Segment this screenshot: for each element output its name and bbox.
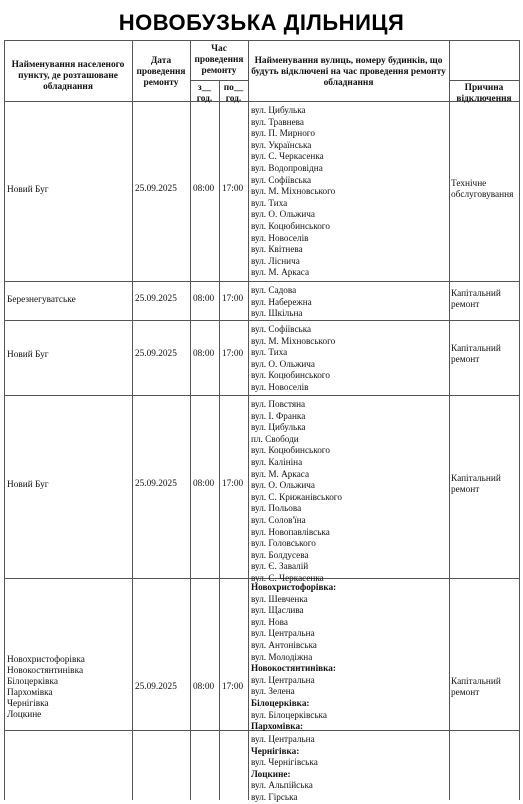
settlement-name: Чернігівка: [7, 699, 49, 709]
time-from-cell: 08:00: [193, 349, 215, 359]
street-item: вул. Коцюбинського: [251, 445, 330, 456]
settlement-cell: [7, 185, 49, 196]
street-item: вул. Садова: [251, 285, 297, 295]
column-divider: [449, 40, 450, 800]
settlement-name: Новий Буг: [7, 479, 49, 490]
street-item: вул. Цибулька: [251, 105, 306, 115]
village-heading: Білоцерківка:: [251, 697, 310, 708]
street-item: вул. Солов'їна: [251, 514, 306, 525]
header-to: по__ год.: [223, 83, 244, 104]
street-item: вул. С. Крижанівського: [251, 491, 342, 502]
date-cell: 25.09.2025: [135, 184, 177, 194]
time-from-cell: 08:00: [193, 294, 215, 304]
street-item: вул. Коцюбинського: [251, 220, 330, 231]
time-to-cell: 17:00: [222, 294, 244, 304]
settlement-name: Березнегуватське: [7, 294, 76, 305]
time-to-cell: 17:00: [222, 479, 244, 489]
settlement-name: Лоцкине: [7, 710, 42, 720]
village-heading: Пархомівка:: [251, 721, 304, 732]
settlement-cell: [7, 480, 49, 491]
time-to-cell: 17:00: [222, 349, 244, 359]
settlement-cell: [7, 295, 76, 306]
row-divider: [4, 395, 519, 396]
street-item: вул. Калініна: [251, 456, 303, 467]
column-divider: [219, 80, 220, 800]
settlement-name: Новий Буг: [7, 349, 49, 360]
street-item: вул. М. Аркаса: [251, 267, 310, 278]
header-time: Час проведення ремонту: [194, 44, 244, 76]
street-item: вул. Тиха: [251, 347, 288, 358]
street-item: вул. Болдусева: [251, 549, 309, 560]
column-divider: [519, 40, 520, 800]
reason-header-divider: [449, 80, 519, 81]
reason-cell: Капітальний ремонт: [451, 344, 501, 365]
street-item: вул. Головського: [251, 538, 316, 549]
street-item: вул. Гірська: [251, 791, 298, 802]
street-item: вул. Зелена: [251, 686, 295, 697]
settlement-name: Новокостянтинівка: [7, 666, 84, 676]
header-date: Дата проведення ремонту: [136, 56, 186, 88]
street-item: вул. Білоцерківська: [251, 709, 327, 720]
street-list: [251, 105, 335, 279]
time-to-cell: 17:00: [222, 682, 244, 692]
street-item: вул. Травнева: [251, 116, 304, 127]
street-item: вул. М. Міхновського: [251, 186, 336, 197]
street-list: [251, 324, 335, 394]
street-item: вул. О. Ольжича: [251, 209, 315, 220]
street-item: вул. Коцюбинського: [251, 370, 330, 381]
street-item: вул. Набережна: [251, 296, 312, 307]
settlement-name: Білоцерківка: [7, 677, 58, 687]
street-item: вул. Шевченка: [251, 593, 308, 604]
page-title: НОВОБУЗЬКА ДІЛЬНИЦЯ: [118, 10, 405, 35]
row-divider: [4, 101, 519, 102]
header-from: з__ год.: [196, 83, 213, 104]
street-item: вул. П. Мирного: [251, 128, 315, 139]
street-item: вул. С. Черкасенка: [251, 572, 324, 583]
street-list: [251, 734, 318, 804]
village-heading: Лоцкине:: [251, 768, 291, 779]
street-item: вул. М. Аркаса: [251, 468, 310, 479]
street-item: вул. Альпійська: [251, 780, 313, 791]
street-item: вул. Польова: [251, 503, 302, 514]
date-cell: 25.09.2025: [135, 682, 177, 692]
street-item: вул. Цибулька: [251, 422, 306, 433]
row-divider: [4, 281, 519, 282]
street-item: вул. Нова: [251, 616, 288, 627]
settlement-name: Новохристофорівка: [7, 655, 85, 665]
settlement-cell: [7, 655, 85, 721]
street-item: вул. Софіївська: [251, 324, 312, 334]
column-divider: [4, 40, 5, 800]
street-item: вул. Щаслива: [251, 605, 304, 616]
village-heading: Новохристофорівка:: [251, 582, 337, 592]
street-item: вул. Новоселів: [251, 232, 309, 243]
column-divider: [248, 40, 249, 800]
street-list: [251, 399, 342, 585]
street-item: вул. Квітнева: [251, 244, 303, 255]
date-cell: 25.09.2025: [135, 294, 177, 304]
street-item: вул. Молодіжна: [251, 651, 313, 662]
street-item: вул. Тиха: [251, 197, 288, 208]
street-item: вул. Українська: [251, 139, 312, 150]
street-item: вул. Новопавлівська: [251, 526, 330, 537]
header-reason: Причина відключення: [456, 83, 512, 104]
street-item: вул. М. Міхновського: [251, 335, 336, 346]
street-item: вул. Є. Завалій: [251, 561, 309, 572]
reason-cell: Капітальний ремонт: [451, 677, 501, 698]
table-top-border: [4, 40, 519, 41]
row-divider: [4, 320, 519, 321]
street-item: вул. Чернігівська: [251, 757, 318, 768]
village-heading: Чернігівка:: [251, 745, 300, 756]
reason-cell: Технічне обслуговування: [451, 179, 514, 200]
street-item: вул. С. Черкасенка: [251, 151, 324, 162]
street-item: вул. Новоселів: [251, 381, 309, 392]
street-item: пл. Свободи: [251, 433, 299, 444]
street-list: [251, 285, 312, 320]
time-from-cell: 08:00: [193, 184, 215, 194]
street-item: вул. Повстяна: [251, 399, 306, 409]
village-heading: Новокостянтинівка:: [251, 663, 336, 674]
header-streets: Найменування вулиць, номеру будинків, що будуть відключені на час проведення ремонту обладнання: [251, 56, 446, 88]
settlement-cell: [7, 350, 49, 361]
time-from-cell: 08:00: [193, 682, 215, 692]
street-item: вул. Центральна: [251, 628, 315, 639]
street-item: вул. Шкільна: [251, 308, 303, 319]
settlement-name: Новий Буг: [7, 184, 49, 195]
street-item: вул. О. Ольжича: [251, 358, 315, 369]
street-item: вул. Антонівська: [251, 639, 317, 650]
header-settlement: Найменування населеного пункту, де розташоване обладнання: [11, 60, 125, 92]
settlement-name: Пархомівка: [7, 688, 53, 698]
time-to-cell: 17:00: [222, 184, 244, 194]
street-item: вул. Водопровідна: [251, 162, 323, 173]
street-item: вул. О. Ольжича: [251, 480, 315, 491]
reason-cell: Капітальний ремонт: [451, 474, 501, 495]
street-item: вул. Лісничa: [251, 255, 300, 266]
street-item: вул. Софіївська: [251, 174, 312, 185]
date-cell: 25.09.2025: [135, 479, 177, 489]
date-cell: 25.09.2025: [135, 349, 177, 359]
street-item: вул. Центральна: [251, 734, 315, 744]
time-from-cell: 08:00: [193, 479, 215, 489]
column-divider: [190, 40, 191, 800]
street-item: вул. І. Франка: [251, 410, 306, 421]
reason-cell: Капітальний ремонт: [451, 289, 501, 310]
street-item: вул. Центральна: [251, 674, 315, 685]
street-list: [251, 582, 336, 733]
column-divider: [132, 40, 133, 800]
